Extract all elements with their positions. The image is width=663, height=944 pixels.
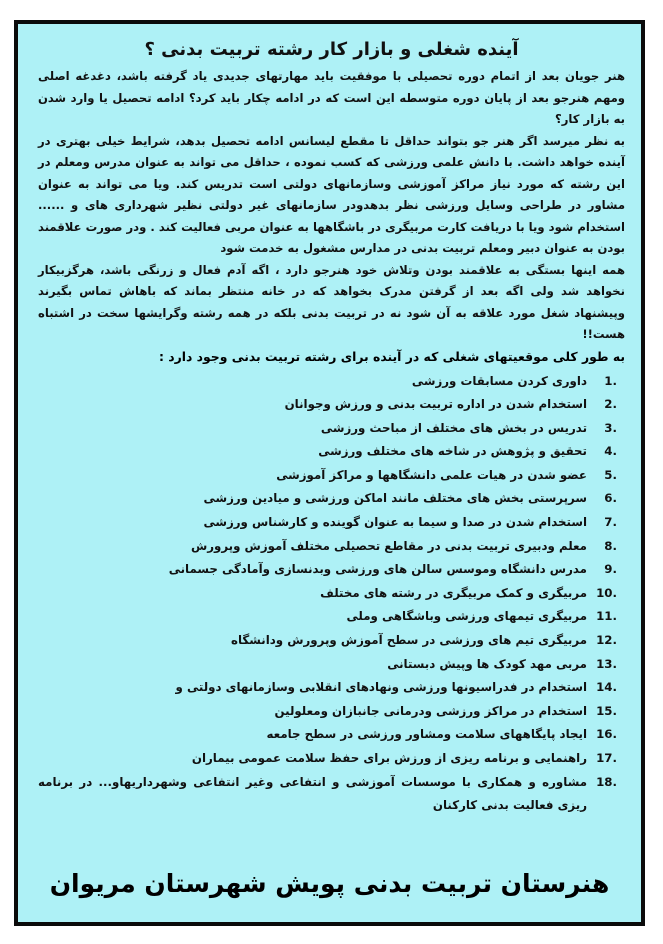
list-item-number: .18 [596,774,617,789]
list-item-text: مربیگری و کمک مربیگری در رشته های مختلف [320,585,587,600]
list-item-number: .11 [596,609,617,624]
career-paragraph: به نظر میرسد اگر هنر جو بتواند حداقل تا مقطع لیسانس ادامه تحصیل بدهد، شرایط خیلی بهتری در آینده خواهد داشت. با دانش علمی ورزشی که کسب نموده ، حداقل می تواند به عنوان مدرس ومعلم در این رشته که مورد نیاز مراکز آموزشی وسازمانهای دولتی است تدریس کند. ویا می تواند به عنوان مشاور در طراحی وسایل ورزشی نظر بدهدودر سازمانهای غیر دولتی نظیر شهرداری های و ...... استخدام شود ویا با دریافت کارت مربیگری در باشگاهها به عنوان مربی فعالیت کند . ودر صورت علاقمند بودن به عنوان دبیر ومعلم تربیت بدنی در مدارس مشغول به خدمت شود [38,133,625,255]
list-item-text: مشاوره و همکاری با موسسات آموزشی و انتفاعی وغیر انتفاعی وشهرداریهاو... در برنامه ریزی فعالیت بدنی کارکنان [38,774,587,813]
list-item-text: راهنمایی و برنامه ریزی از ورزش برای حفظ سلامت عمومی بیماران [191,751,587,765]
list-item-number: .16 [596,727,617,742]
positions-list [38,370,625,818]
list-item-text: استخدام شدن در صدا و سیما به عنوان گوینده و کارشناس ورزشی [203,515,587,530]
list-item-number: .9 [604,562,617,577]
list-item-text: سرپرستی بخش های مختلف مانند اماکن ورزشی و میادین ورزشی [203,491,587,506]
effort-paragraph: همه اینها بستگی به علاقمند بودن وتلاش خود هنرجو دارد ، اگه آدم فعال و زرنگی باشد، هرگزبیکار نخواهد شد ولی اگه بعد از گرفتن مدرک بخواهد که در خانه منتظر بماند که باهاش تماس بگیرند وپیشنهاد شغل مورد علاقه به آن شود نه در تربیت بدنی بلکه در همه رشته وگرایشها سخت در اشتباه هست!! [38,262,625,341]
document-content [38,38,625,818]
list-item [38,393,617,417]
list-item [38,771,617,818]
list-item-number: .2 [604,397,617,412]
list-item-text: مربیگری تیمهای ورزشی وباشگاهی وملی [346,609,587,624]
list-item-text: مربیگری تیم های ورزشی در سطح آموزش وپرورش ودانشگاه [231,633,587,648]
list-item [38,370,617,394]
document-title: آینده شغلی و بازار کار رشته تربیت بدنی ؟ [144,39,519,60]
list-item [38,605,617,629]
list-item-number: .7 [604,515,617,530]
list-item-text: تحقیق و پژوهش در شاخه های مختلف ورزشی [318,444,587,459]
list-item [38,417,617,441]
list-item-text: مدرس دانشگاه وموسس سالن های ورزشی وبدنسازی وآمادگی جسمانی [168,562,587,577]
school-name-footer: هنرستان تربیت بدنی پویش شهرستان مریوان [49,869,610,898]
list-item [38,535,617,559]
list-item [38,629,617,653]
list-item-number: .15 [596,703,617,718]
document-page [14,20,645,926]
list-item [38,582,617,606]
list-item-number: .6 [604,491,617,506]
list-item-number: .12 [596,633,617,648]
list-item-number: .4 [604,444,617,459]
list-item-number: .17 [596,751,617,765]
list-item [38,558,617,582]
list-item-number: .8 [604,538,617,553]
list-item [38,676,617,700]
list-item-number: .3 [604,420,617,435]
list-item-text: مربی مهد کودک ها وپیش دبستانی [387,656,587,671]
list-item-number: .10 [596,585,617,600]
list-item-number: .14 [596,680,617,695]
list-item [38,653,617,677]
list-item-text: ایجاد پایگاههای سلامت ومشاور ورزشی در سطح جامعه [266,727,587,742]
list-item-text: عضو شدن در هیات علمی دانشگاهها و مراکز آموزشی [276,467,587,482]
list-item-number: .5 [604,467,617,482]
list-item [38,700,617,724]
list-item [38,440,617,464]
positions-subheading: به طور کلی موقعیتهای شغلی که در آینده برای رشته تربیت بدنی وجود دارد : [158,348,625,364]
list-item [38,464,617,488]
list-item [38,511,617,535]
list-item-text: داوری کردن مسابقات ورزشی [411,373,587,388]
list-item-text: استخدام در فدراسیونها ورزشی ونهادهای انقلابی وسازمانهای دولتی و [175,680,587,695]
list-item-text: تدریس در بخش های مختلف از مباحث ورزشی [320,420,587,435]
list-item-text: استخدام در مراکز ورزشی ودرمانی جانبازان ومعلولین [274,703,587,718]
list-item-number: .13 [596,656,617,671]
list-item-text: استخدام شدن در اداره تربیت بدنی و ورزش وجوانان [284,397,587,412]
list-item [38,723,617,747]
list-item [38,747,617,771]
list-item-text: معلم ودبیری تربیت بدنی در مقاطع تحصیلی مختلف آموزش وپرورش [190,538,587,553]
intro-paragraph: هنر جویان بعد از اتمام دوره تحصیلی با موفقیت باید مهارتهای جدیدی یاد گرفته باشد، دغدغه اصلی ومهم هنرجو بعد از پایان دوره متوسطه این است که در ادامه چکار باید کرد؟ ادامه تحصیل یا وارد شدن به بازار کار؟ [38,69,625,126]
list-item [38,487,617,511]
list-item-number: .1 [604,373,617,388]
